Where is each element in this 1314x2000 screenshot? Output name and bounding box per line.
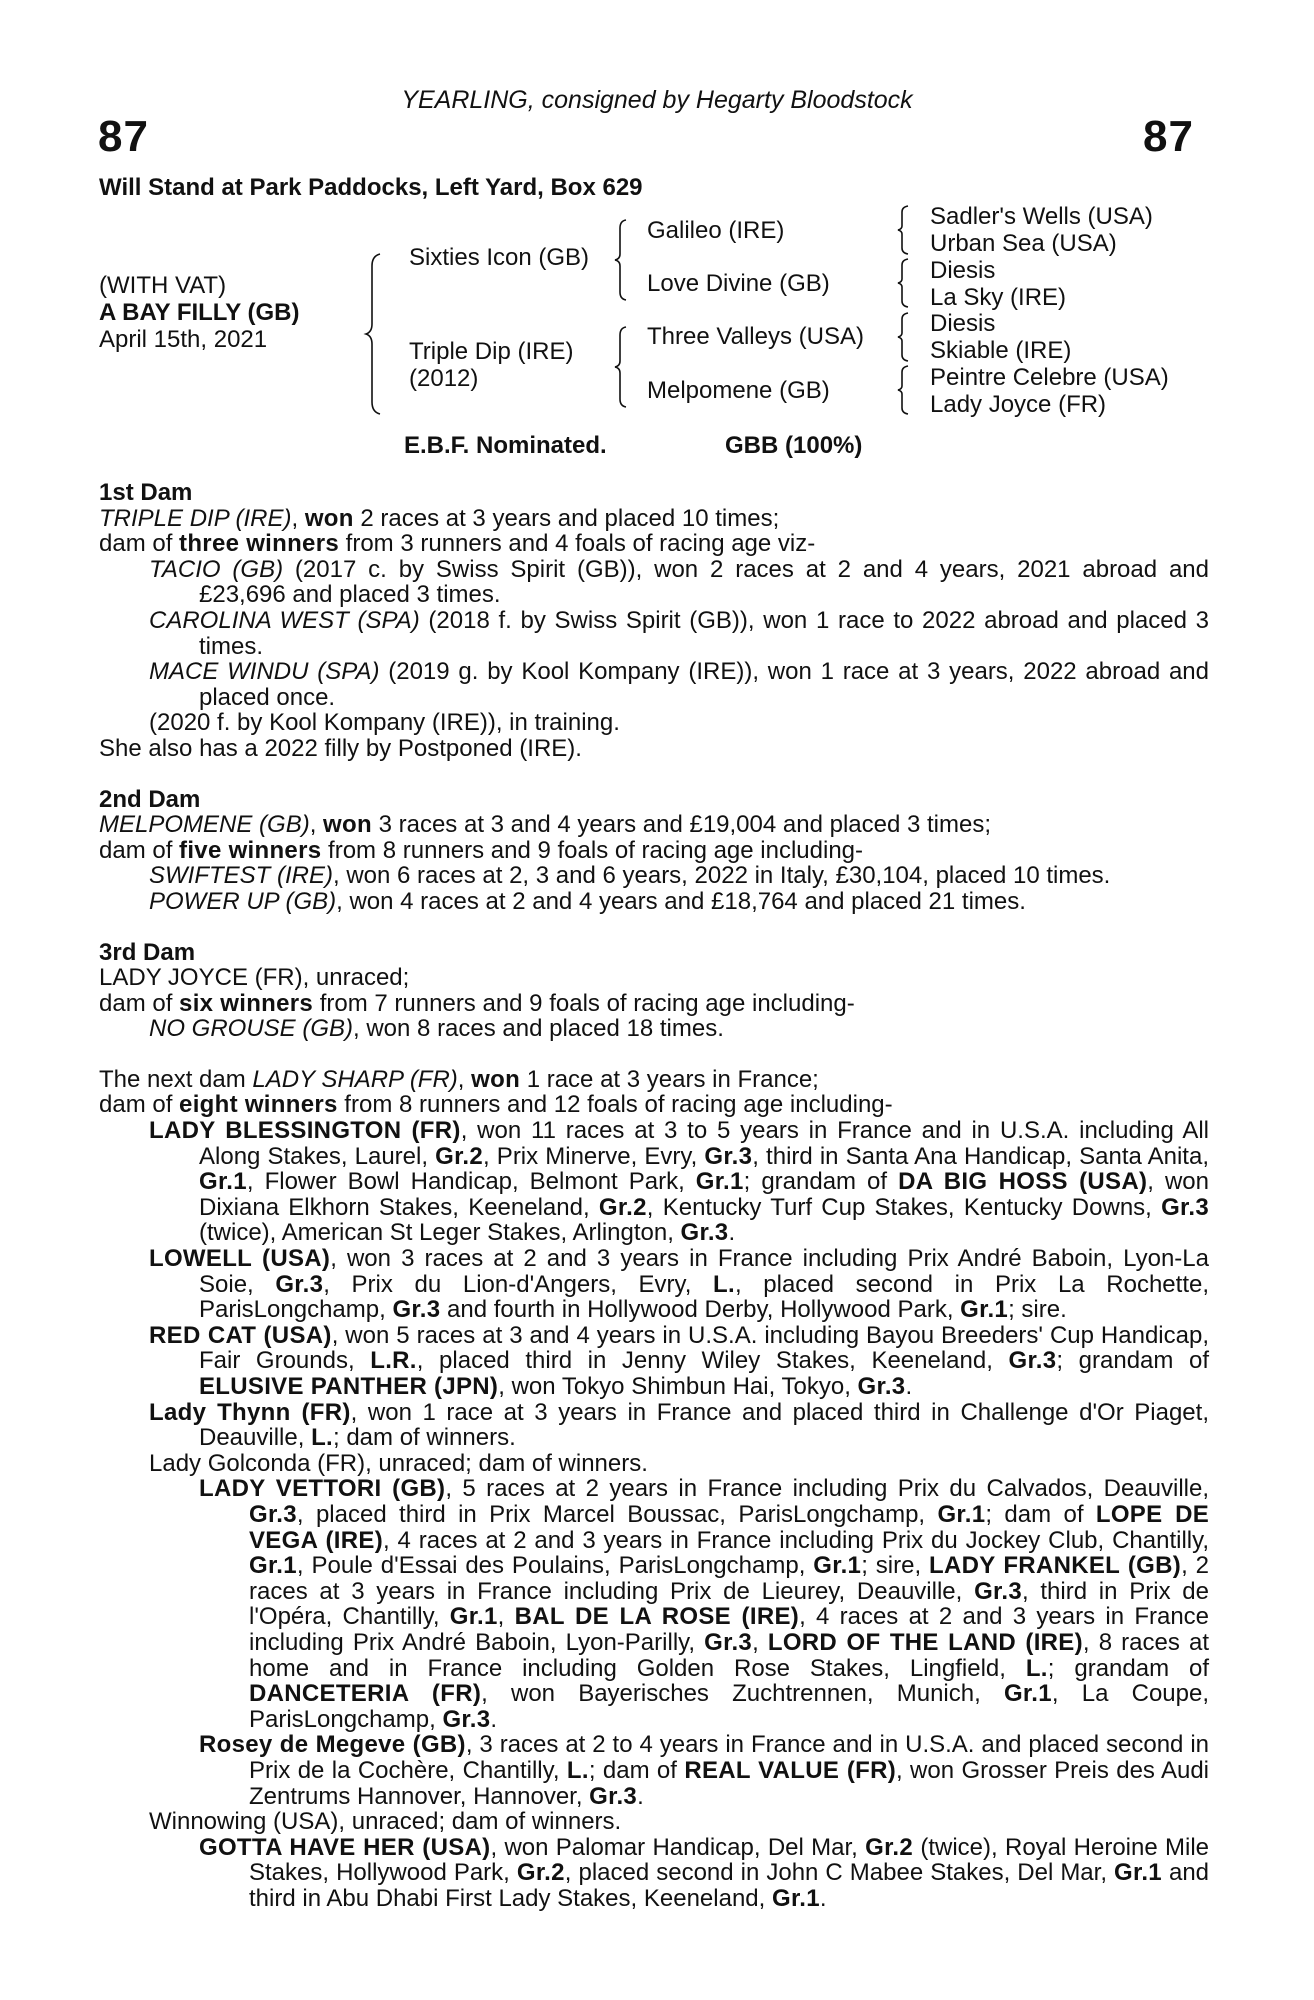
ebf-nomination: E.B.F. Nominated.	[404, 432, 607, 459]
first-dam-line: TRIPLE DIP (IRE), won 2 races at 3 years and placed 10 times;	[99, 504, 780, 532]
pedigree-g8: Lady Joyce (FR)	[930, 391, 1107, 418]
dam-history	[99, 480, 1209, 1911]
stand-location: Will Stand at Park Paddocks, Left Yard, Box 629	[99, 174, 643, 201]
second-dam-produce-line: dam of five winners from 8 runners and 9 foals of racing age including-	[99, 836, 864, 864]
produce-entry: Rosey de Megeve (GB), 3 races at 2 to 4 years in France and in U.S.A. and placed second in Prix de la Cochère, Chantilly, L.; dam of REAL VALUE (FR), won Grosser Preis des Audi Zentrums Hannover, Hannover, Gr.3.	[199, 1731, 1210, 1810]
produce-entry: LOWELL (USA), won 3 races at 2 and 3 years in France including Prix André Baboin, Lyon-La Soie, Gr.3, Prix du Lion-d'Angers, Evry, L., placed second in Prix La Rochette, ParisLongchamp, Gr.3 and fourth in Hollywood Derby, Hollywood Park, Gr.1; sire.	[149, 1245, 1209, 1324]
foaling-date: April 15th, 2021	[99, 326, 268, 353]
produce-entry: Winnowing (USA), unraced; dam of winners.	[149, 1808, 622, 1836]
pedigree-bracket-main	[366, 254, 386, 414]
horse-name: A BAY FILLY (GB)	[99, 299, 300, 326]
produce-entry: Lady Thynn (FR), won 1 race at 3 years in France and placed third in Challenge d'Or Piaget, Deauville, L.; dam of winners.	[149, 1398, 1209, 1452]
produce-entry: TACIO (GB) (2017 c. by Swiss Spirit (GB)), won 2 races at 2 and 4 years, 2021 abroad and £23,696 and placed 3 times.	[149, 555, 1209, 609]
pedigree-g7: Peintre Celebre (USA)	[930, 364, 1169, 391]
vat-note: (WITH VAT)	[99, 272, 227, 299]
produce-entry: MACE WINDU (SPA) (2019 g. by Kool Kompany (IRE)), won 1 race at 3 years, 2022 abroad and placed once.	[149, 658, 1209, 711]
produce-entry: POWER UP (GB), won 4 races at 2 and 4 years and £18,764 and placed 21 times.	[149, 887, 1026, 915]
next-dam-produce-line: dam of eight winners from 8 runners and 12 foals of racing age including-	[99, 1091, 893, 1119]
next-dam-line: The next dam LADY SHARP (FR), won 1 race at 3 years in France;	[99, 1065, 819, 1093]
produce-entry: Lady Golconda (FR), unraced; dam of winners.	[149, 1449, 648, 1477]
pedigree-bracket-g4	[898, 366, 912, 414]
produce-entry: CAROLINA WEST (SPA) (2018 f. by Swiss Spirit (GB)), won 1 race to 2022 abroad and placed 3 times.	[149, 606, 1209, 660]
pedigree-bracket-dam	[615, 327, 631, 407]
pedigree-dam: Triple Dip (IRE)	[409, 338, 574, 365]
produce-entry: LADY BLESSINGTON (FR), won 11 races at 3 to 5 years in France and in U.S.A. including All Along Stakes, Laurel, Gr.2, Prix Minerve, Evry, Gr.3, third in Santa Ana Handicap, Santa Anita, Gr.1, Flower Bowl Handicap, Belmont Park, Gr.1; grandam of DA BIG HOSS (USA), won Dixiana Elkhorn Stakes, Keeneland, Gr.2, Kentucky Turf Cup Stakes, Kentucky Downs, Gr.3 (twice), American St Leger Stakes, Arlington, Gr.3.	[149, 1117, 1210, 1247]
produce-entry: SWIFTEST (IRE), won 6 races at 2, 3 and 6 years, 2022 in Italy, £30,104, placed 10 times.	[149, 862, 1111, 890]
produce-entry: (2020 f. by Kool Kompany (IRE)), in training.	[149, 709, 620, 737]
produce-entry: GOTTA HAVE HER (USA), won Palomar Handicap, Del Mar, Gr.2 (twice), Royal Heroine Mile Stakes, Hollywood Park, Gr.2, placed second in John C Mabee Stakes, Del Mar, Gr.1 and third in Abu Dhabi First Lady Stakes, Keeneland, Gr.1.	[199, 1833, 1210, 1912]
produce-entry: LADY VETTORI (GB), 5 races at 2 years in France including Prix du Calvados, Deauville, Gr.3, placed third in Prix Marcel Boussac, ParisLongchamp, Gr.1; dam of LOPE DE VEGA (IRE), 4 races at 2 and 3 years in France including Prix du Jockey Club, Chantilly, Gr.1, Poule d'Essai des Poulains, ParisLongchamp, Gr.1; sire, LADY FRANKEL (GB), 2 races at 3 years in France including Prix de Lieurey, Deauville, Gr.3, third in Prix de l'Opéra, Chantilly, Gr.1, BAL DE LA ROSE (IRE), 4 races at 2 and 3 years in France including Prix André Baboin, Lyon-Parilly, Gr.3, LORD OF THE LAND (IRE), 8 races at home and in France including Golden Rose Stakes, Lingfield, L.; grandam of DANCETERIA (FR), won Bayerisches Zuchtrennen, Munich, Gr.1, La Coupe, ParisLongchamp, Gr.3.	[199, 1475, 1210, 1733]
first-dam-name: TRIPLE DIP (IRE)	[99, 504, 292, 532]
lot-number-left: 87	[98, 112, 149, 161]
pedigree-g4: La Sky (IRE)	[930, 284, 1067, 311]
first-dam-heading: 1st Dam	[99, 479, 193, 506]
gbb-rating: GBB (100%)	[725, 432, 863, 459]
pedigree-dam-sire: Three Valleys (USA)	[647, 323, 864, 350]
pedigree-g5: Diesis	[930, 310, 996, 337]
pedigree-bracket-g3	[898, 313, 912, 361]
third-dam-produce-line: dam of six winners from 7 runners and 9 foals of racing age including-	[99, 989, 855, 1017]
second-dam-heading: 2nd Dam	[99, 785, 201, 813]
pedigree-sire-sire: Galileo (IRE)	[647, 217, 785, 244]
pedigree-bracket-sire	[615, 220, 631, 300]
first-dam-also: She also has a 2022 filly by Postponed (IRE).	[99, 734, 582, 762]
pedigree-sire: Sixties Icon (GB)	[409, 244, 590, 271]
produce-entry: RED CAT (USA), won 5 races at 3 and 4 years in U.S.A. including Bayou Breeders' Cup Handicap, Fair Grounds, L.R., placed third in Jenny Wiley Stakes, Keeneland, Gr.3; grandam of ELUSIVE PANTHER (JPN), won Tokyo Shimbun Hai, Tokyo, Gr.3.	[149, 1321, 1210, 1400]
consignment-line: YEARLING, consigned by Hegarty Bloodstock	[401, 86, 913, 114]
pedigree-dam-year: (2012)	[409, 365, 479, 392]
first-dam-produce-line: dam of three winners from 3 runners and 4 foals of racing age viz-	[99, 530, 816, 558]
second-dam-line: MELPOMENE (GB), won 3 races at 3 and 4 years and £19,004 and placed 3 times;	[99, 811, 992, 839]
third-dam-line: LADY JOYCE (FR), unraced;	[99, 964, 410, 992]
lot-number-right: 87	[1143, 112, 1194, 161]
produce-entry: NO GROUSE (GB), won 8 races and placed 18 times.	[149, 1015, 724, 1043]
pedigree-g6: Skiable (IRE)	[930, 337, 1072, 364]
pedigree-g2: Urban Sea (USA)	[930, 230, 1117, 257]
pedigree-g3: Diesis	[930, 257, 996, 284]
pedigree-sire-dam: Love Divine (GB)	[647, 270, 830, 297]
pedigree-dam-dam: Melpomene (GB)	[647, 377, 830, 404]
pedigree-bracket-g1	[898, 206, 912, 254]
pedigree-bracket-g2	[898, 259, 912, 307]
third-dam-heading: 3rd Dam	[99, 938, 196, 966]
pedigree-g1: Sadler's Wells (USA)	[930, 203, 1153, 230]
